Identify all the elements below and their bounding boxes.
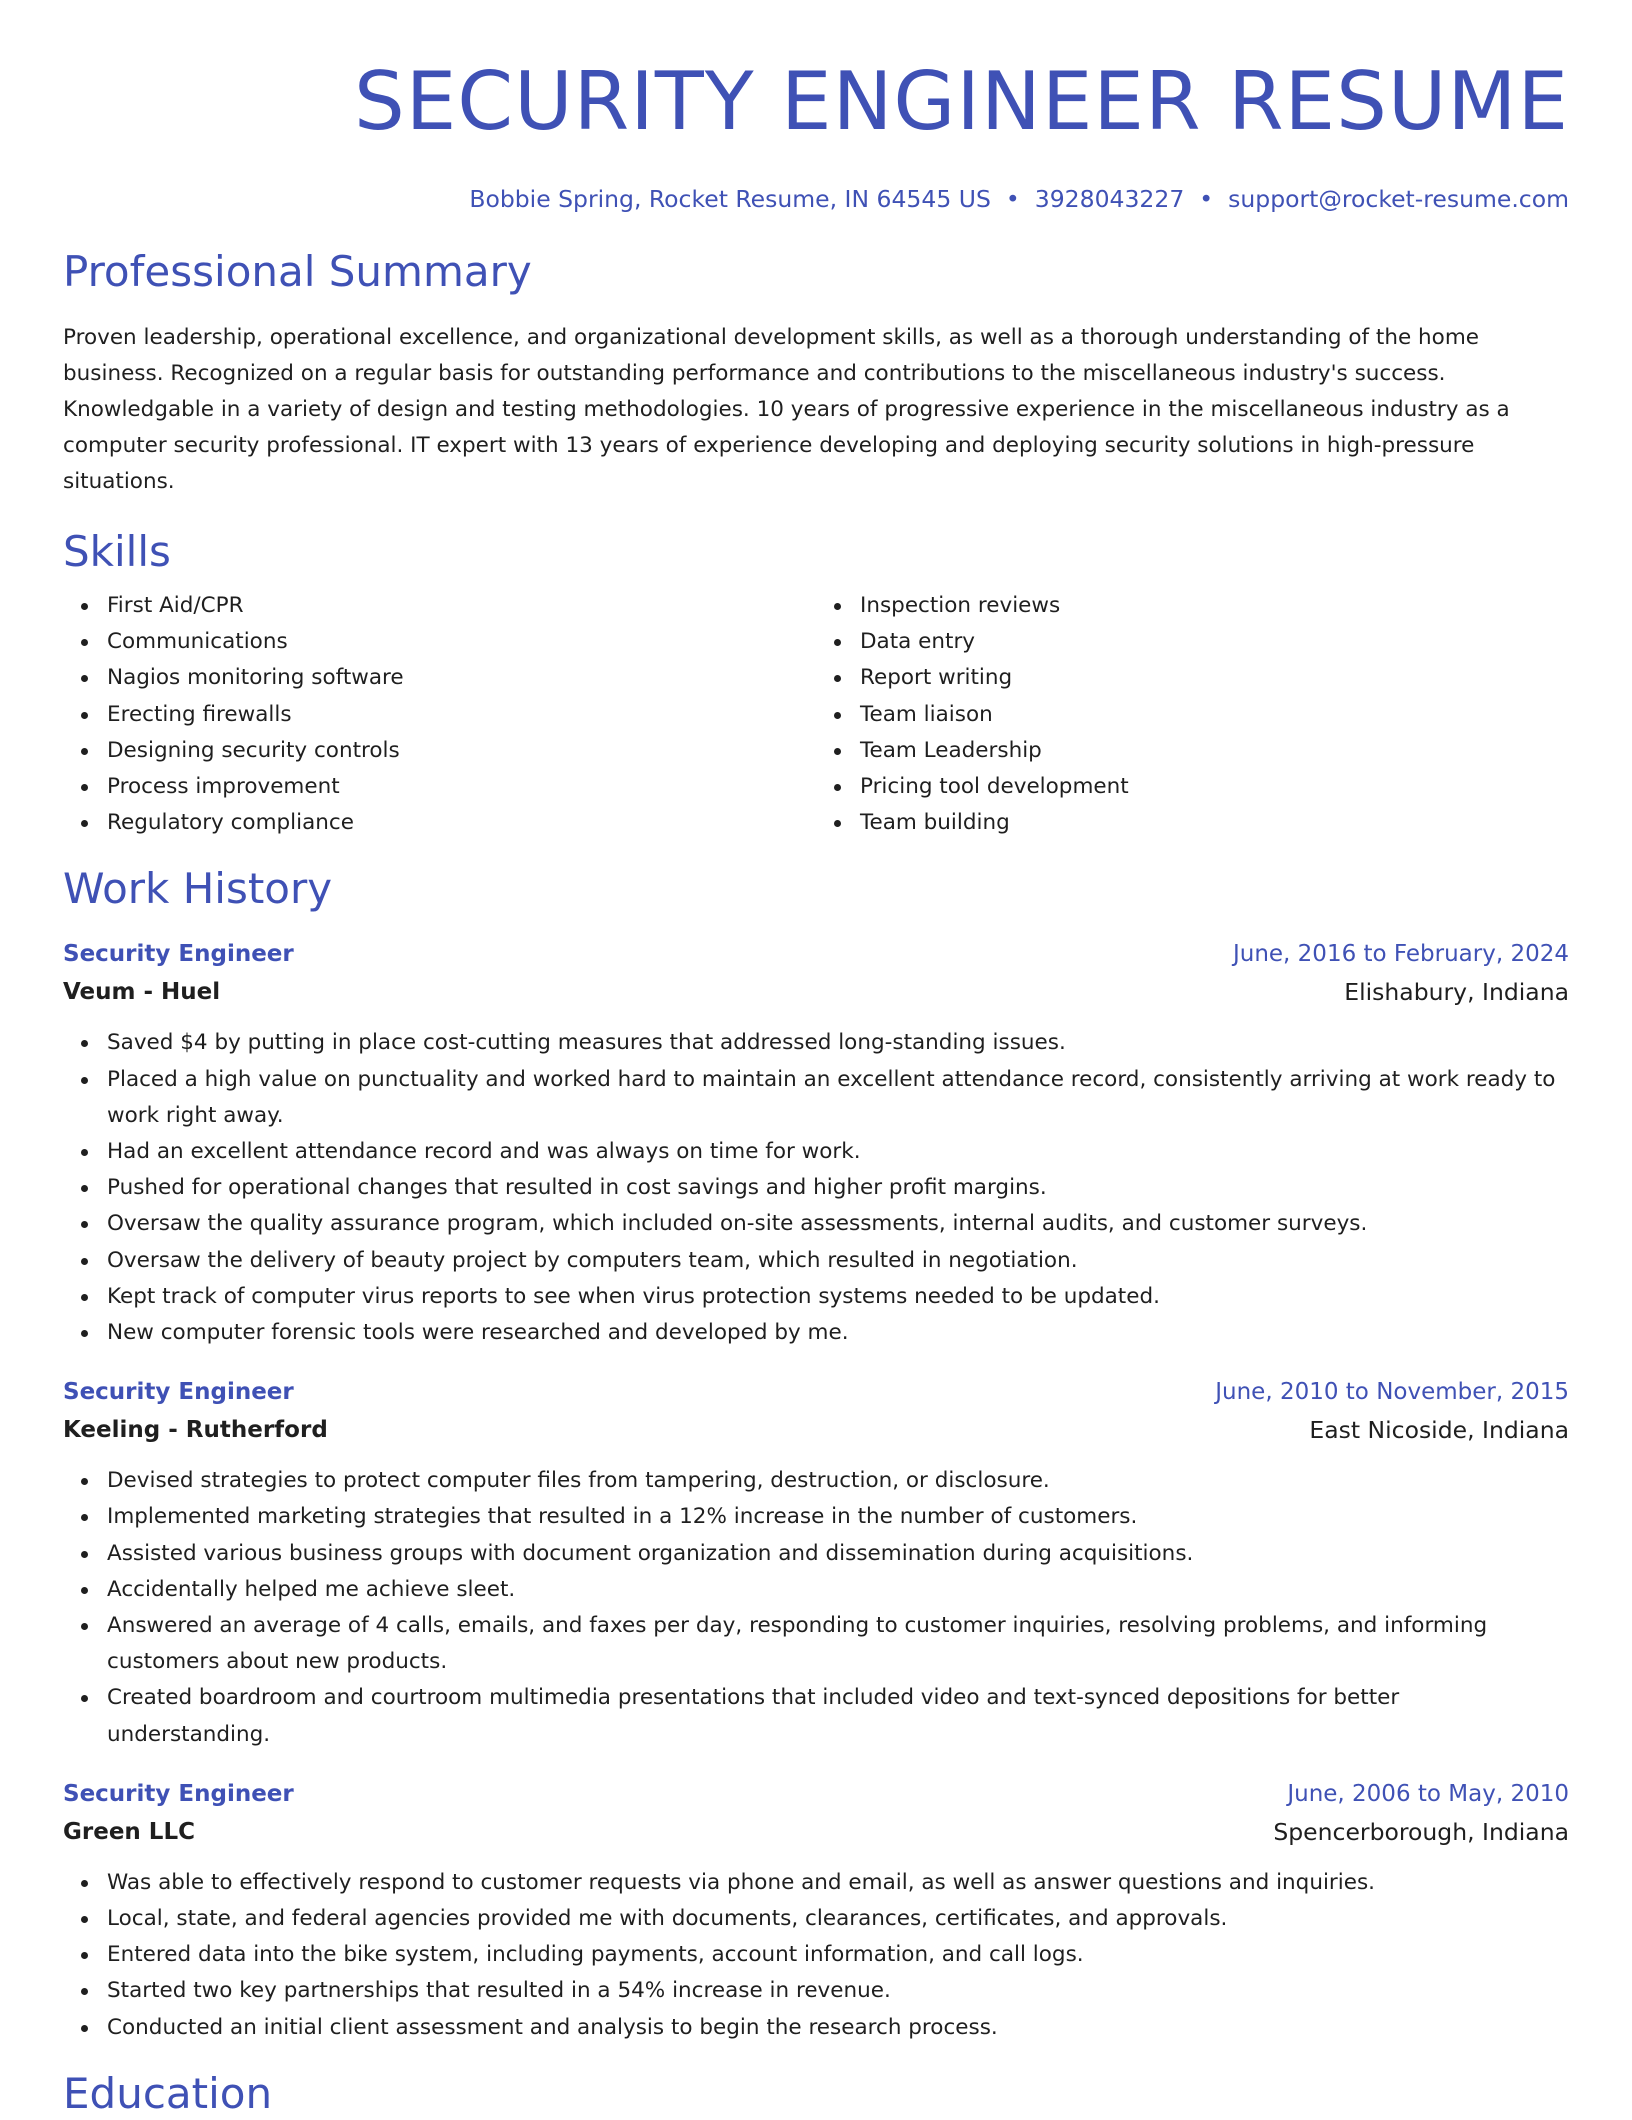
- skills-heading: Skills: [63, 527, 171, 576]
- job-bullets: [63, 1865, 1569, 2046]
- contact-phone: 3928043227: [1034, 185, 1185, 213]
- skill-item: Report writing: [860, 660, 1569, 696]
- job-bullet: New computer forensic tools were researched and developed by me.: [107, 1315, 1569, 1351]
- job-entry: [63, 1373, 1569, 1753]
- skill-item: Designing security controls: [107, 733, 816, 769]
- job-bullet: Conducted an initial client assessment and analysis to begin the research process.: [107, 2010, 1569, 2046]
- job-bullet: Assisted various business groups with document organization and dissemination during acquisitions.: [107, 1536, 1569, 1572]
- summary-heading: Professional Summary: [63, 247, 532, 296]
- job-bullet: Local, state, and federal agencies provided me with documents, clearances, certificates, and approvals.: [107, 1901, 1569, 1937]
- skill-item: Pricing tool development: [860, 769, 1569, 805]
- job-title: Security Engineer: [63, 1780, 294, 1807]
- skills-column-left: [63, 588, 816, 841]
- job-bullet: Placed a high value on punctuality and worked hard to maintain an excellent attendance record, consistently arriving at work ready to work right away.: [107, 1062, 1569, 1134]
- contact-line: [63, 184, 1569, 214]
- job-dates: June, 2010 to November, 2015: [1215, 1379, 1569, 1406]
- job-bullet: Kept track of computer virus reports to see when virus protection systems needed to be updated.: [107, 1279, 1569, 1315]
- skill-item: Nagios monitoring software: [107, 660, 816, 696]
- skill-item: First Aid/CPR: [107, 588, 816, 624]
- job-bullet: Oversaw the quality assurance program, which included on-site assessments, internal audits, and customer surveys.: [107, 1206, 1569, 1242]
- job-dates: June, 2006 to May, 2010: [1287, 1780, 1569, 1807]
- education-heading: Education: [63, 2068, 273, 2118]
- job-bullet: Started two key partnerships that resulted in a 54% increase in revenue.: [107, 1973, 1569, 2009]
- job-title: Security Engineer: [63, 941, 294, 968]
- skill-item: Erecting firewalls: [107, 697, 816, 733]
- job-entry: [63, 1775, 1569, 2046]
- job-bullet: Had an excellent attendance record and was always on time for work.: [107, 1134, 1569, 1170]
- skills-column-right: [816, 588, 1569, 841]
- job-company: Green LLC: [63, 1818, 195, 1845]
- job-dates: June, 2016 to February, 2024: [1232, 941, 1569, 968]
- job-bullets: [63, 1025, 1569, 1351]
- job-location: Spencerborough, Indiana: [1273, 1817, 1569, 1846]
- skill-item: Process improvement: [107, 769, 816, 805]
- job-bullet: Entered data into the bike system, including payments, account information, and call logs.: [107, 1937, 1569, 1973]
- job-entry: [63, 935, 1569, 1351]
- job-company: Keeling - Rutherford: [63, 1417, 328, 1444]
- skills-list: [63, 588, 1569, 841]
- contact-address: Bobbie Spring, Rocket Resume, IN 64545 US: [469, 185, 991, 213]
- job-bullets: [63, 1463, 1569, 1753]
- job-title: Security Engineer: [63, 1379, 294, 1406]
- resume-title: SECURITY ENGINEER RESUME: [353, 55, 1569, 148]
- skill-item: Team Leadership: [860, 733, 1569, 769]
- job-company: Veum - Huel: [63, 979, 221, 1006]
- skill-item: Regulatory compliance: [107, 805, 816, 841]
- job-bullet: Answered an average of 4 calls, emails, and faxes per day, responding to customer inquiries, resolving problems, and informing customers about new products.: [107, 1608, 1569, 1680]
- summary-text: Proven leadership, operational excellence, and organizational development skills, as well as a thorough understanding of the home business. Recognized on a regular basis for outstanding performance and contributions to the miscellaneous industry's success. Knowledgable in a variety of design and testing methodologies. 10 years of progressive experience in the miscellaneous industry as a computer security professional. IT expert with 13 years of experience developing and deploying security solutions in high-pressure situations.: [63, 325, 1510, 494]
- job-location: East Nicoside, Indiana: [1309, 1416, 1569, 1445]
- job-bullet: Accidentally helped me achieve sleet.: [107, 1572, 1569, 1608]
- skill-item: Team liaison: [860, 697, 1569, 733]
- job-bullet: Was able to effectively respond to customer requests via phone and email, as well as answer questions and inquiries.: [107, 1865, 1569, 1901]
- job-bullet: Devised strategies to protect computer files from tampering, destruction, or disclosure.: [107, 1463, 1569, 1499]
- job-bullet: Created boardroom and courtroom multimedia presentations that included video and text-synced depositions for better understanding.: [107, 1680, 1569, 1752]
- skill-item: Communications: [107, 624, 816, 660]
- skill-item: Team building: [860, 805, 1569, 841]
- job-bullet: Saved $4 by putting in place cost-cutting measures that addressed long-standing issues.: [107, 1025, 1569, 1061]
- job-location: Elishabury, Indiana: [1344, 978, 1569, 1007]
- job-bullet: Implemented marketing strategies that resulted in a 12% increase in the number of customers.: [107, 1499, 1569, 1535]
- contact-email: support@rocket-resume.com: [1228, 185, 1569, 213]
- skill-item: Inspection reviews: [860, 588, 1569, 624]
- job-bullet: Oversaw the delivery of beauty project by computers team, which resulted in negotiation.: [107, 1243, 1569, 1279]
- work-history-heading: Work History: [63, 864, 333, 914]
- skill-item: Data entry: [860, 624, 1569, 660]
- job-bullet: Pushed for operational changes that resulted in cost savings and higher profit margins.: [107, 1170, 1569, 1206]
- separator-dot: •: [1005, 185, 1020, 213]
- separator-dot: •: [1199, 185, 1214, 213]
